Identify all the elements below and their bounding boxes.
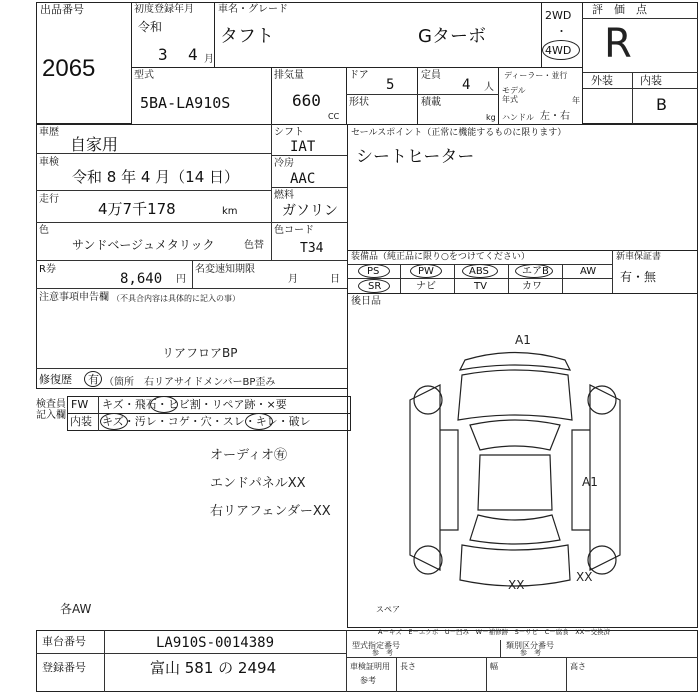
day-char: 日 xyxy=(330,274,340,285)
notes-label: 注意事項申告欄 xyxy=(39,292,109,303)
interior-grade: B xyxy=(656,95,667,114)
ac-label: 冷房 xyxy=(274,158,294,169)
inspector-row2-text: キズ・汚レ・コゲ・穴・スレ・キレ・破レ xyxy=(102,415,311,428)
recycle: 8,640 xyxy=(120,271,163,287)
color-label: 色 xyxy=(39,225,49,236)
eq-ps: PS xyxy=(367,266,380,277)
repair-has: 有 xyxy=(88,373,99,386)
remark-rear-fender: 右リアフェンダーXX xyxy=(210,504,331,519)
load-label: 積載 xyxy=(421,97,441,108)
repair-label: 修復歴 xyxy=(39,373,72,386)
handle-label: ハンドル xyxy=(502,113,534,122)
shift: IAT xyxy=(290,139,316,155)
lot-number-label: 出品番号 xyxy=(40,3,84,16)
interior-label: 内装 xyxy=(640,74,662,87)
chassis-label: 車台番号 xyxy=(42,635,86,648)
chassis: LA910S-0014389 xyxy=(156,635,275,651)
car-grade-label: 車名・グレード xyxy=(218,4,288,15)
eq-tv: TV xyxy=(474,281,487,292)
handle: 左・右 xyxy=(540,111,570,122)
inspection-label: 車検 xyxy=(39,157,59,168)
inspector-row2-head: 内装 xyxy=(70,415,92,428)
mileage-label: 走行 xyxy=(39,194,59,205)
km-unit: km xyxy=(222,206,238,217)
diagram-mark-a1-front: A1 xyxy=(515,333,531,347)
class-label: 類別区分番号 xyxy=(506,641,554,650)
inspection: 令和 8 年 4 月（14 日） xyxy=(72,168,240,186)
height-label: 高さ xyxy=(570,662,586,671)
diagram-mark-a1-side: A1 xyxy=(582,475,598,489)
diagram-wheel-rl xyxy=(414,546,442,574)
diagram-roof xyxy=(478,455,552,510)
dealer-label: ディーラー・並行 xyxy=(504,71,568,80)
history: 自家用 xyxy=(70,135,119,154)
diagram-rear-glass xyxy=(470,515,560,544)
first-reg-year: 3 xyxy=(158,45,168,64)
model-year-char: 年 xyxy=(572,96,580,105)
score-box xyxy=(582,2,698,124)
model-label: 型式 xyxy=(134,70,154,81)
eq-abs: ABS xyxy=(469,266,489,277)
diagram-hood xyxy=(458,370,572,420)
car-name: タフト xyxy=(220,26,274,47)
diagram-left-doors xyxy=(440,430,458,530)
eq-aw: AW xyxy=(580,266,597,277)
model: 5BA-LA910S xyxy=(140,94,231,112)
displacement-label: 排気量 xyxy=(274,70,304,81)
diagram-windshield xyxy=(470,420,560,450)
warranty-label: 新車保証書 xyxy=(616,252,662,262)
ac: AAC xyxy=(290,171,316,187)
first-reg-month: 4 xyxy=(188,45,198,64)
drive-2wd: 2WD xyxy=(545,9,572,22)
eq-pw: PW xyxy=(418,266,434,277)
remark-aw: 各AW xyxy=(60,602,92,616)
exterior-label: 外装 xyxy=(591,74,613,87)
drive-dot: ・ xyxy=(556,25,567,38)
diagram-mark-xx-rear: XX xyxy=(508,578,525,592)
inspector-row1-text: キズ・飛石・ヒビ割・リペア跡・×要 xyxy=(102,398,287,411)
ref1: 参 考 xyxy=(372,649,393,657)
diagram-wheel-fl xyxy=(414,386,442,414)
shift-label: シフト xyxy=(274,127,304,138)
nameexp-label: 名変速知期限 xyxy=(195,264,255,275)
diagram-wheel-fr xyxy=(588,386,616,414)
eq-sr: SR xyxy=(368,281,382,292)
width-label: 幅 xyxy=(490,662,498,671)
first-reg-era: 令和 xyxy=(138,20,163,34)
reg-label: 登録番号 xyxy=(42,661,86,674)
yen-unit: 円 xyxy=(176,274,186,285)
inspector-scratch-circle xyxy=(100,413,128,430)
drive-4wd: 4WD xyxy=(545,44,572,57)
remark-end-panel: エンドパネルXX xyxy=(210,476,306,491)
fuel: ガソリン xyxy=(282,203,338,219)
color-change-label: 色替 xyxy=(244,240,264,251)
month-char: 月 xyxy=(288,274,298,285)
sales-point-box xyxy=(347,124,698,251)
diagram-front-bumper xyxy=(460,353,570,371)
first-reg-label: 初度登録年月 xyxy=(134,4,194,15)
capacity-label: 定員 xyxy=(421,70,441,81)
notes-sub: （不具合内容は具体的に記入の事） xyxy=(112,294,240,303)
eq-navi: ナビ xyxy=(416,281,436,292)
model-year-label: モデル 年式 xyxy=(502,86,526,104)
mileage: 4万7千178 xyxy=(98,200,176,218)
ref2: 参 考 xyxy=(520,649,541,657)
shape-label: 形状 xyxy=(349,97,369,108)
capacity-unit: 人 xyxy=(484,82,494,93)
diagram-left-side xyxy=(410,385,440,570)
capacity: 4 xyxy=(462,77,471,93)
cert-ref: 参考 xyxy=(360,676,376,685)
type-spec-label: 型式指定番号 xyxy=(352,641,400,650)
first-reg-month-unit: 月 xyxy=(204,54,214,65)
sales-point-label: セールスポイント（正常に機能するものに限ります） xyxy=(351,128,567,138)
cc-unit: CC xyxy=(328,112,340,121)
colorcode: T34 xyxy=(300,241,324,256)
equipment-label: 装備品（純正品に限り○をつけてください） xyxy=(351,252,530,262)
cert-label: 車検証明用 xyxy=(350,662,390,671)
diagram-mark-xx-right: XX xyxy=(576,570,593,584)
sales-point-text: シートヒーター xyxy=(356,147,475,167)
damage-legend: A－キズ E－エクボ U－凹み W－補修跡 S－サビ C－腐食 XX－交換済 xyxy=(378,628,611,636)
score: R xyxy=(604,21,632,67)
eq-airbag: エアB xyxy=(522,266,549,277)
fuel-label: 燃料 xyxy=(274,190,294,201)
doors-label: ドア xyxy=(349,70,369,81)
inspector-label: 検査員 記入欄 xyxy=(36,399,66,421)
repair-text: （箇所 右リアサイドメンバーBP歪み xyxy=(104,377,276,388)
warranty: 有・無 xyxy=(620,270,657,284)
notes-handwritten: リアフロアBP xyxy=(162,346,238,360)
kg-unit: kg xyxy=(486,113,496,122)
eq-leather: カワ xyxy=(522,281,542,292)
inspector-scuff-circle xyxy=(245,413,273,430)
lot-number: 2065 xyxy=(42,55,96,82)
remark-audio: オーディオ㊒ xyxy=(210,448,287,463)
score-label: 評 価 点 xyxy=(592,3,647,16)
displacement: 660 xyxy=(292,91,321,110)
recycle-label: R券 xyxy=(39,264,56,275)
doors: 5 xyxy=(386,77,395,93)
spare-label: スペア xyxy=(376,605,400,614)
aftermarket-label: 後日品 xyxy=(351,296,381,307)
inspector-row1-head: FW xyxy=(71,398,89,411)
grade: Gターボ xyxy=(418,26,486,47)
colorcode-label: 色コード xyxy=(274,225,314,236)
reg: 富山 581 の 2494 xyxy=(150,659,277,677)
history-label: 車歴 xyxy=(39,127,59,138)
inspector-chip-circle xyxy=(150,396,178,413)
color: サンドベージュメタリック xyxy=(72,238,215,252)
length-label: 長さ xyxy=(400,662,416,671)
